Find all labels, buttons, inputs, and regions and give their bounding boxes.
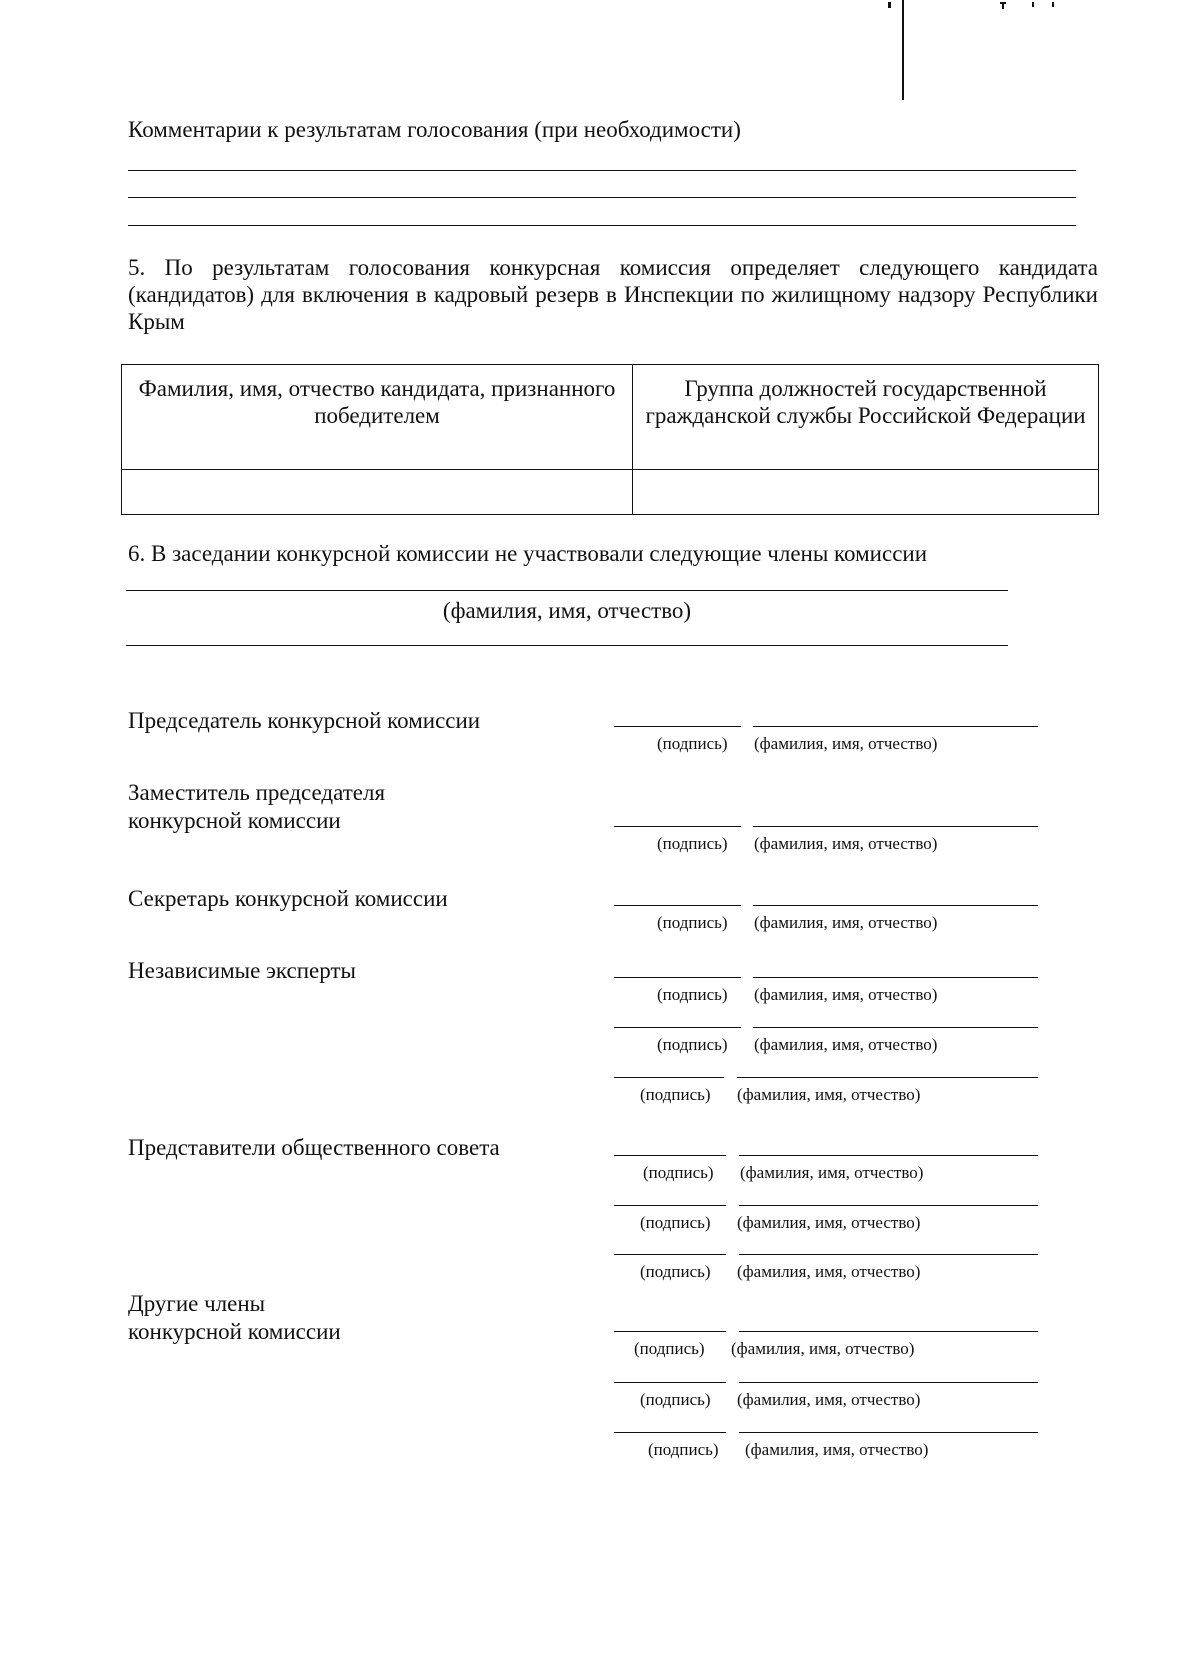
experts-label: Независимые эксперты [128, 958, 356, 983]
signature-line[interactable] [614, 1254, 726, 1255]
absent-members-caption: (фамилия, имя, отчество) [442, 598, 692, 623]
signature-caption: (подпись) [657, 985, 728, 1004]
signature-caption: (подпись) [640, 1390, 711, 1409]
signature-line[interactable] [614, 977, 741, 978]
table-cell[interactable] [122, 470, 633, 515]
name-caption: (фамилия, имя, отчество) [754, 985, 938, 1004]
name-caption: (фамилия, имя, отчество) [754, 734, 938, 753]
name-line[interactable] [739, 1205, 1038, 1206]
signature-caption: (подпись) [640, 1213, 711, 1232]
signature-caption: (подпись) [657, 913, 728, 932]
secretary-label: Секретарь конкурсной комиссии [128, 886, 448, 911]
comments-label: Комментарии к результатам голосования (при необходимости) [128, 117, 741, 142]
signature-line[interactable] [614, 1077, 724, 1078]
signature-line[interactable] [614, 1027, 741, 1028]
scan-mark [888, 2, 891, 8]
absent-members-line [126, 590, 1008, 591]
signature-caption: (подпись) [643, 1163, 714, 1182]
name-line[interactable] [739, 1382, 1038, 1383]
name-line[interactable] [739, 1254, 1038, 1255]
name-caption: (фамилия, имя, отчество) [731, 1339, 915, 1358]
signature-line[interactable] [614, 726, 741, 727]
signature-caption: (подпись) [640, 1262, 711, 1281]
name-line[interactable] [753, 905, 1038, 906]
name-caption: (фамилия, имя, отчество) [737, 1390, 921, 1409]
candidates-table [121, 364, 1099, 515]
signature-line[interactable] [614, 1432, 726, 1433]
chairman-label: Председатель конкурсной комиссии [128, 708, 481, 733]
name-line[interactable] [753, 826, 1038, 827]
table-row [122, 470, 1099, 515]
table-cell[interactable] [633, 470, 1099, 515]
section6-text: 6. В заседании конкурсной комиссии не участвовали следующие члены комиссии [128, 541, 928, 566]
name-line[interactable] [739, 1432, 1038, 1433]
comments-line [128, 225, 1076, 226]
signature-caption: (подпись) [634, 1339, 705, 1358]
signature-line[interactable] [614, 1155, 726, 1156]
name-caption: (фамилия, имя, отчество) [754, 913, 938, 932]
scan-mark [1002, 2, 1004, 9]
deputy-label: конкурсной комиссии [128, 808, 341, 833]
name-line[interactable] [753, 1027, 1038, 1028]
signature-line[interactable] [614, 826, 741, 827]
name-caption: (фамилия, имя, отчество) [737, 1213, 921, 1232]
name-caption: (фамилия, имя, отчество) [745, 1440, 929, 1459]
name-line[interactable] [753, 977, 1038, 978]
name-line[interactable] [739, 1155, 1038, 1156]
absent-members-line [126, 645, 1008, 646]
name-line[interactable] [737, 1077, 1038, 1078]
section5-text: 5. По результатам голосования конкурсная комиссия определяет следующего кандидата (кандидатов) для включения в кадровый резерв в Инспекции по жилищному надзору Республики Крым [128, 255, 1098, 334]
name-caption: (фамилия, имя, отчество) [737, 1085, 921, 1104]
name-caption: (фамилия, имя, отчество) [754, 1035, 938, 1054]
other-members-label: конкурсной комиссии [128, 1319, 341, 1344]
signature-line[interactable] [614, 1205, 726, 1206]
deputy-label: Заместитель председателя [128, 780, 386, 805]
comments-line [128, 197, 1076, 198]
signature-caption: (подпись) [640, 1085, 711, 1104]
table-header-row [122, 365, 1099, 470]
signature-line[interactable] [614, 1331, 726, 1332]
signature-caption: (подпись) [657, 834, 728, 853]
signature-line[interactable] [614, 1382, 726, 1383]
name-caption: (фамилия, имя, отчество) [740, 1163, 924, 1182]
scan-mark [902, 0, 904, 100]
public-council-label: Представители общественного совета [128, 1135, 500, 1160]
signature-line[interactable] [614, 905, 741, 906]
signature-caption: (подпись) [648, 1440, 719, 1459]
name-caption: (фамилия, имя, отчество) [754, 834, 938, 853]
other-members-label: Другие члены [128, 1291, 266, 1316]
table-header-cell: Группа должностей государственной гражданской службы Российской Федерации [633, 365, 1099, 470]
table-header-cell: Фамилия, имя, отчество кандидата, признанного победителем [122, 365, 633, 470]
signature-caption: (подпись) [657, 734, 728, 753]
name-caption: (фамилия, имя, отчество) [737, 1262, 921, 1281]
scan-mark [1052, 2, 1054, 7]
comments-line [128, 170, 1076, 171]
name-line[interactable] [753, 726, 1038, 727]
scan-mark [1032, 2, 1034, 7]
signature-caption: (подпись) [657, 1035, 728, 1054]
name-line[interactable] [739, 1331, 1038, 1332]
